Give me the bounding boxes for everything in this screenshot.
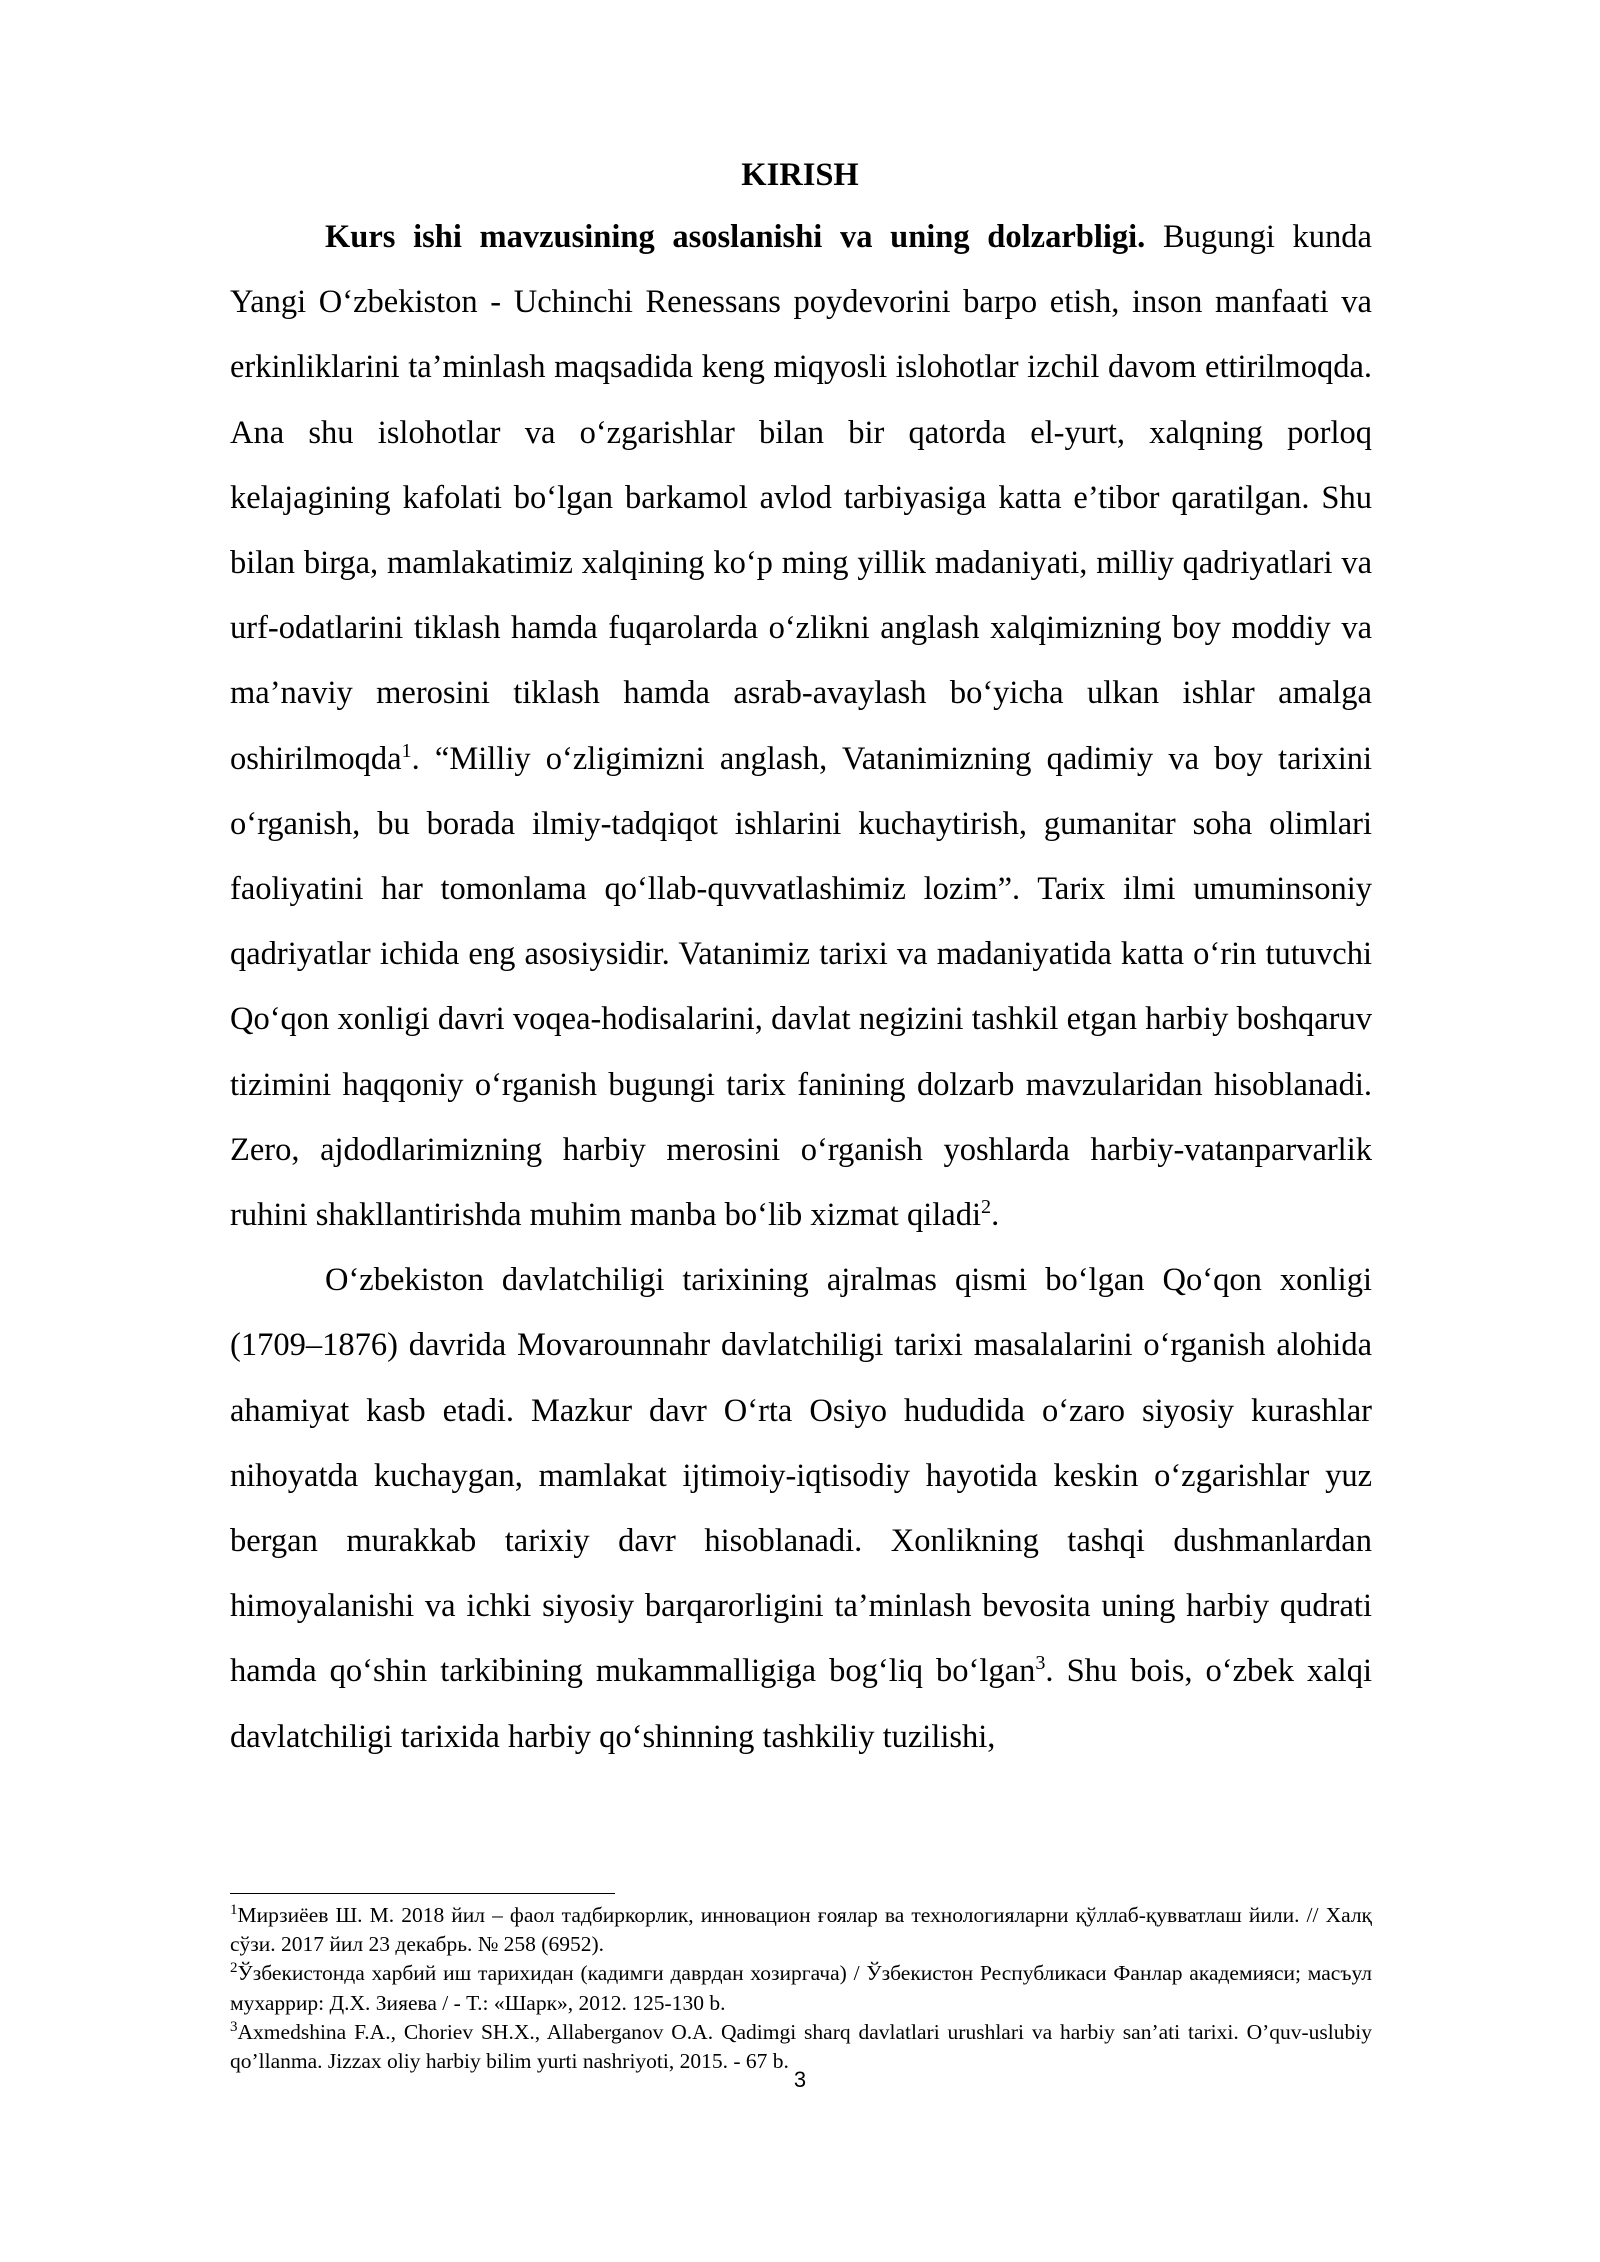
- footnote-3-text: Axmedshina F.A., Choriev SH.X., Allaberganov O.A. Qadimgi sharq davlatlari urushlari va harbiy san’ati tarixi. O’quv-uslubiy qo’llanma. Jizzax oliy harbiy bilim yurti nashriyoti, 2015. - 67 b.: [230, 2019, 1372, 2074]
- footnote-separator: [230, 1893, 615, 1894]
- paragraph-2-text-b: . Shu bois, o‘zbek xalqi davlatchiligi tarixida harbiy qo‘shinning tashkiliy tuzilishi,: [230, 1653, 1372, 1755]
- paragraph-1-text-b: . “Milliy o‘zligimizni anglash, Vatanimizning qadimiy va boy tarixini o‘rganish, bu borada ilmiy-tadqiqot ishlarini kuchaytirish, gumanitar soha olimlari faoliyatini har tomonlama qo‘llab-quvvatlashimiz lozim”. Tarix ilmi umuminsoniy qadriyatlar ichida eng asosiysidir. Vatanimiz tarixi va madaniyatida katta o‘rin tutuvchi Qo‘qon xonligi davri voqea-hodisalarini, davlat negizini tashkil etgan harbiy boshqaruv tizimini haqqoniy o‘rganish bugungi tarix fanining dolzarb mavzularidan hisoblanadi. Zero, ajdodlarimizning harbiy merosini o‘rganish yoshlarda harbiy-vatanparvarlik ruhini shakllantirishda muhim manba bo‘lib xizmat qiladi: [230, 740, 1372, 1234]
- paragraph-1-text-c: .: [991, 1197, 1000, 1234]
- footnote-2-number: 2: [230, 1960, 238, 1977]
- footnote-ref-1[interactable]: 1: [401, 739, 412, 762]
- paragraph-1-bold-lead: Kurs ishi mavzusining asoslanishi va uning dolzarbligi.: [325, 219, 1146, 255]
- footnote-1-text: Мирзиёев Ш. М. 2018 йил – фаол тадбиркорлик, инновацион ғоялар ва технологияларни қўллаб-қувватлаш йили. // Халқ сўзи. 2017 йил 23 декабрь. № 258 (6952).: [230, 1903, 1372, 1957]
- footnote-2-text: Ўзбекистонда харбий иш тарихидан (кадимги даврдан хозиргача) / Ўзбекистон Республикаси Фанлар академияси; масъул мухаррир: Д.Х. Зияева / - Т.: «Шарк», 2012. 125-130 b.: [230, 1961, 1372, 2015]
- paragraph-1: [230, 205, 1372, 1248]
- footnote-1: [230, 1901, 1372, 1959]
- footnote-3-number: 3: [230, 2018, 238, 2035]
- paragraph-2-text-a: O‘zbekiston davlatchiligi tarixining ajralmas qismi bo‘lgan Qo‘qon xonligi (1709–1876) davrida Movarounnahr davlatchiligi tarixi masalalarini o‘rganish alohida ahamiyat kasb etadi. Mazkur davr O‘rta Osiyo hududida o‘zaro siyosiy kurashlar nihoyatda kuchaygan, mamlakat ijtimoiy-iqtisodiy hayotida keskin o‘zgarishlar yuz bergan murakkab tarixiy davr hisoblanadi. Xonlikning tashqi dushmanlardan himoyalanishi va ichki siyosiy barqarorligini ta’minlash bevosita uning harbiy qudrati hamda qo‘shin tarkibining mukammalligiga bog‘liq bo‘lgan: [230, 1262, 1372, 1690]
- footnote-ref-2[interactable]: 2: [980, 1196, 992, 1219]
- paragraph-1-text-a: Bugungi kunda Yangi O‘zbekiston - Uchinchi Renessans poydevorini barpo etish, inson manfaati va erkinliklarini ta’minlash maqsadida keng miqyosli islohotlar izchil davom ettirilmoqda. Ana shu islohotlar va o‘zgarishlar bilan bir qatorda el-yurt, xalqning porloq kelajagining kafolati bo‘lgan barkamol avlod tarbiyasiga katta e’tibor qaratilgan. Shu bilan birga, mamlakatimiz xalqining ko‘p ming yillik madaniyati, milliy qadriyatlari va urf-odatlarini tiklash hamda fuqarolarda o‘zlikni anglash xalqimizning boy moddiy va ma’naviy merosini tiklash hamda asrab-avaylash bo‘yicha ulkan ishlar amalga oshirilmoqda: [230, 219, 1372, 777]
- page-number: 3: [793, 2067, 807, 2092]
- body-text: [230, 205, 1372, 1770]
- page-heading: KIRISH: [741, 157, 859, 193]
- footnote-2: [230, 1959, 1372, 2017]
- footnotes: [230, 1901, 1372, 2076]
- paragraph-2: [230, 1248, 1372, 1770]
- footnote-1-number: 1: [230, 1901, 238, 1918]
- footnote-ref-3[interactable]: 3: [1035, 1652, 1046, 1675]
